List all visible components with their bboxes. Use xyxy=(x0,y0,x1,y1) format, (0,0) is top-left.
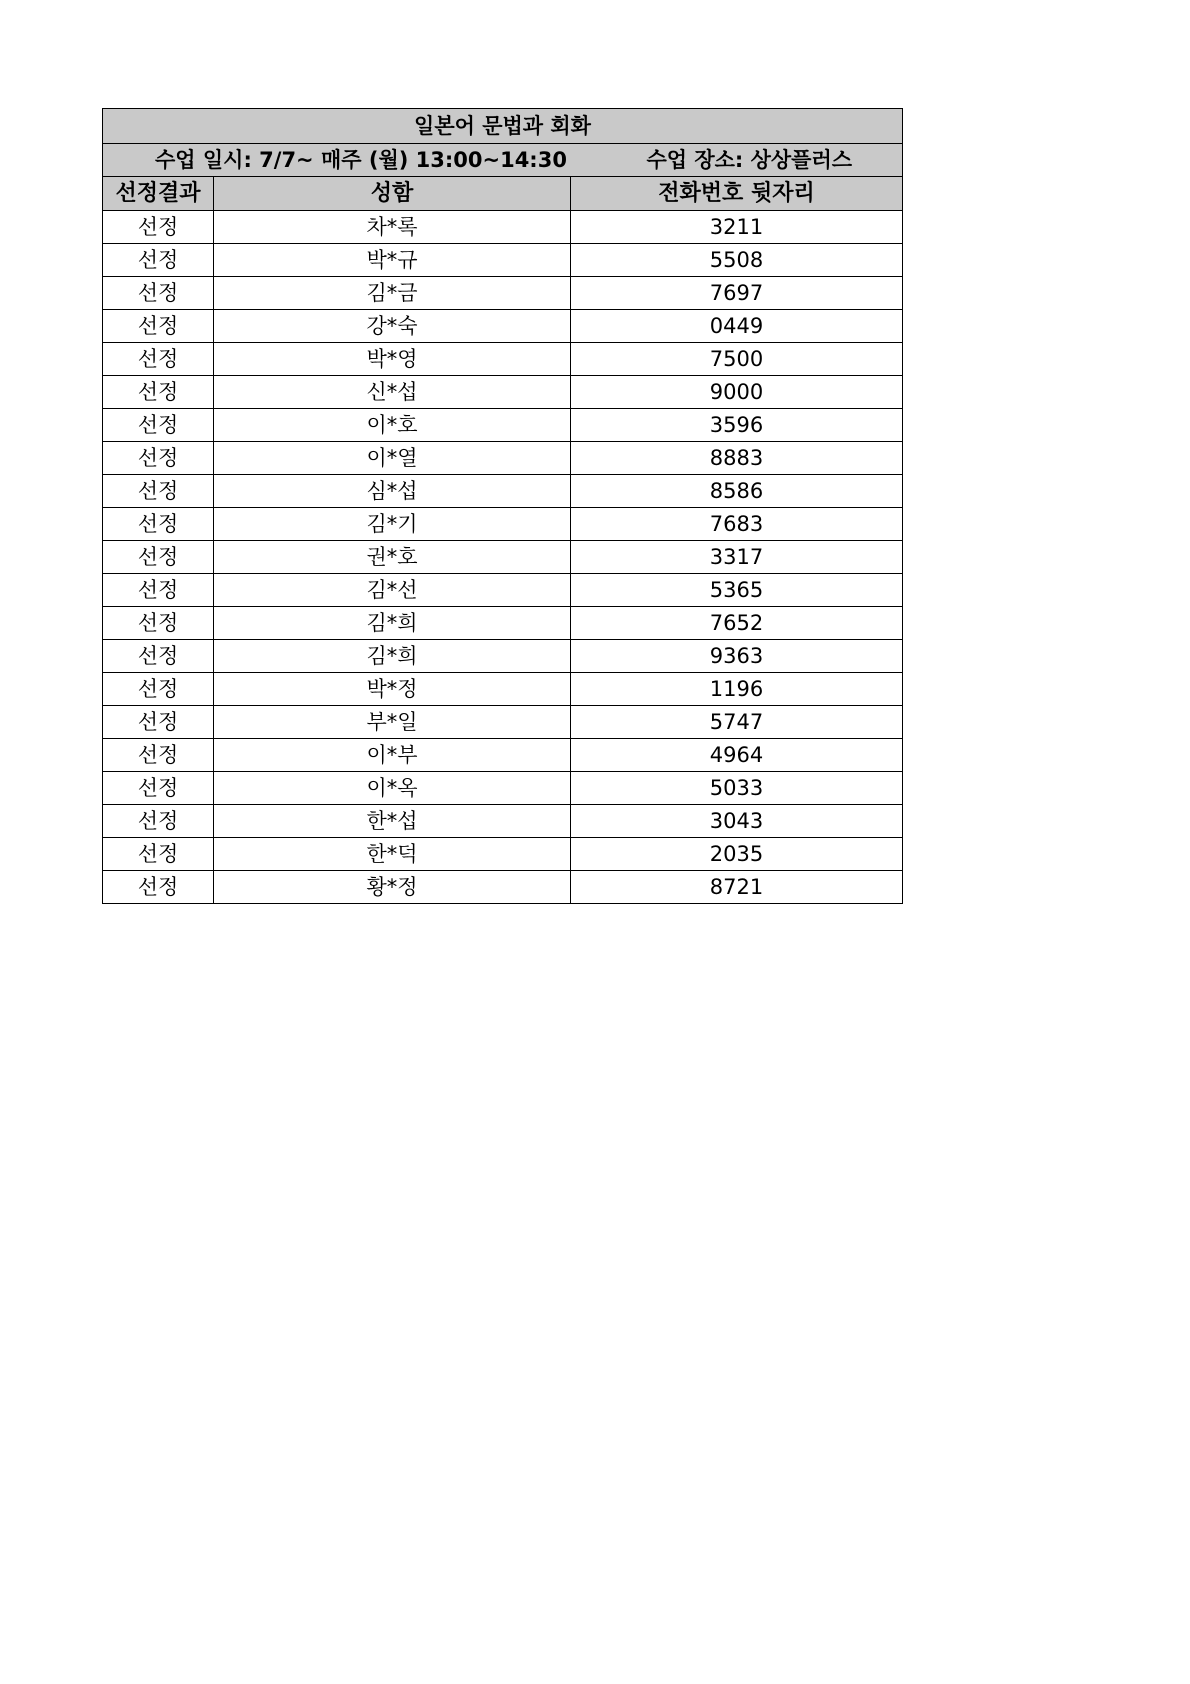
phone-cell: 9000 xyxy=(571,376,903,409)
table-row xyxy=(103,310,903,343)
result-cell: 선정 xyxy=(103,838,214,871)
name-cell: 이*부 xyxy=(214,739,571,772)
name-cell: 박*영 xyxy=(214,343,571,376)
phone-cell: 3596 xyxy=(571,409,903,442)
name-cell: 차*록 xyxy=(214,211,571,244)
table-row xyxy=(103,508,903,541)
phone-cell: 7652 xyxy=(571,607,903,640)
name-cell: 강*숙 xyxy=(214,310,571,343)
name-cell: 김*기 xyxy=(214,508,571,541)
phone-cell: 3317 xyxy=(571,541,903,574)
result-cell: 선정 xyxy=(103,607,214,640)
result-cell: 선정 xyxy=(103,541,214,574)
class-info xyxy=(103,144,903,177)
table-row xyxy=(103,475,903,508)
phone-cell: 8721 xyxy=(571,871,903,904)
table-row xyxy=(103,739,903,772)
table-row xyxy=(103,244,903,277)
result-cell: 선정 xyxy=(103,772,214,805)
table-row xyxy=(103,574,903,607)
table-row xyxy=(103,805,903,838)
result-cell: 선정 xyxy=(103,376,214,409)
table-row xyxy=(103,442,903,475)
table-row xyxy=(103,607,903,640)
phone-cell: 7697 xyxy=(571,277,903,310)
table-row xyxy=(103,211,903,244)
name-cell: 김*금 xyxy=(214,277,571,310)
phone-cell: 2035 xyxy=(571,838,903,871)
result-cell: 선정 xyxy=(103,673,214,706)
result-cell: 선정 xyxy=(103,508,214,541)
info-row xyxy=(103,144,903,177)
result-cell: 선정 xyxy=(103,640,214,673)
table-row xyxy=(103,706,903,739)
name-cell: 김*희 xyxy=(214,640,571,673)
table-row xyxy=(103,376,903,409)
result-cell: 선정 xyxy=(103,409,214,442)
result-cell: 선정 xyxy=(103,310,214,343)
result-cell: 선정 xyxy=(103,871,214,904)
phone-cell: 9363 xyxy=(571,640,903,673)
table-row xyxy=(103,640,903,673)
header-name: 성함 xyxy=(214,177,571,211)
class-place: 수업 장소: 상상플러스 xyxy=(646,148,853,172)
table-row xyxy=(103,409,903,442)
table-row xyxy=(103,343,903,376)
name-cell: 박*규 xyxy=(214,244,571,277)
name-cell: 이*호 xyxy=(214,409,571,442)
table-body xyxy=(103,211,903,904)
table-row xyxy=(103,772,903,805)
selection-results-table xyxy=(102,108,903,904)
phone-cell: 3043 xyxy=(571,805,903,838)
phone-cell: 5747 xyxy=(571,706,903,739)
phone-cell: 5365 xyxy=(571,574,903,607)
result-cell: 선정 xyxy=(103,805,214,838)
header-result: 선정결과 xyxy=(103,177,214,211)
phone-cell: 0449 xyxy=(571,310,903,343)
name-cell: 한*덕 xyxy=(214,838,571,871)
class-title: 일본어 문법과 회화 xyxy=(103,109,903,144)
result-cell: 선정 xyxy=(103,475,214,508)
header-phone: 전화번호 뒷자리 xyxy=(571,177,903,211)
table-row xyxy=(103,838,903,871)
name-cell: 부*일 xyxy=(214,706,571,739)
result-cell: 선정 xyxy=(103,343,214,376)
phone-cell: 4964 xyxy=(571,739,903,772)
name-cell: 이*옥 xyxy=(214,772,571,805)
result-cell: 선정 xyxy=(103,277,214,310)
table-row xyxy=(103,871,903,904)
phone-cell: 5033 xyxy=(571,772,903,805)
table-row xyxy=(103,277,903,310)
name-cell: 한*섭 xyxy=(214,805,571,838)
phone-cell: 3211 xyxy=(571,211,903,244)
column-header-row xyxy=(103,177,903,211)
name-cell: 김*희 xyxy=(214,607,571,640)
result-cell: 선정 xyxy=(103,211,214,244)
name-cell: 박*정 xyxy=(214,673,571,706)
table-row xyxy=(103,673,903,706)
phone-cell: 7683 xyxy=(571,508,903,541)
phone-cell: 1196 xyxy=(571,673,903,706)
class-time: 수업 일시: 7/7~ 매주 (월) 13:00~14:30 xyxy=(155,148,567,172)
name-cell: 황*정 xyxy=(214,871,571,904)
phone-cell: 8883 xyxy=(571,442,903,475)
title-row xyxy=(103,109,903,144)
result-cell: 선정 xyxy=(103,574,214,607)
phone-cell: 7500 xyxy=(571,343,903,376)
table-row xyxy=(103,541,903,574)
name-cell: 심*섭 xyxy=(214,475,571,508)
result-cell: 선정 xyxy=(103,442,214,475)
result-cell: 선정 xyxy=(103,706,214,739)
result-cell: 선정 xyxy=(103,739,214,772)
result-cell: 선정 xyxy=(103,244,214,277)
name-cell: 김*선 xyxy=(214,574,571,607)
name-cell: 이*열 xyxy=(214,442,571,475)
phone-cell: 8586 xyxy=(571,475,903,508)
phone-cell: 5508 xyxy=(571,244,903,277)
name-cell: 신*섭 xyxy=(214,376,571,409)
name-cell: 권*호 xyxy=(214,541,571,574)
